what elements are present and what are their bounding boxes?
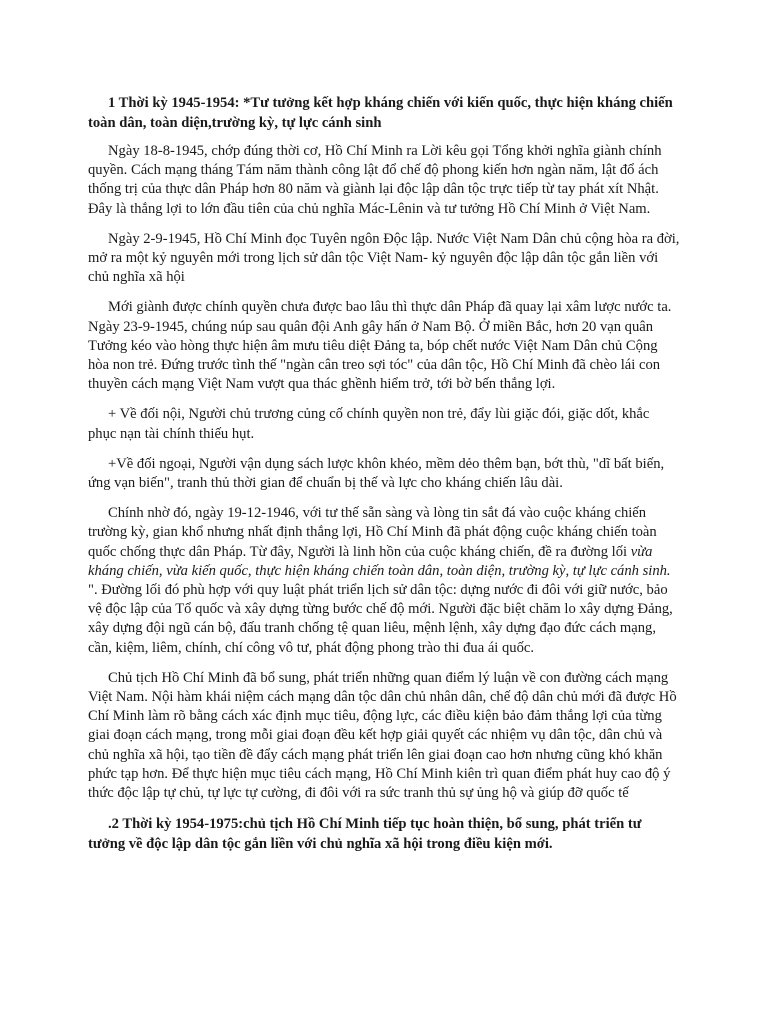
paragraph-domestic-policy: + Về đối nội, Người chủ trương củng cố chính quyền non trẻ, đẩy lùi giặc đói, giặc dốt, khắc phục nạn tài chính thiếu hụt.: [88, 406, 650, 442]
paragraph-theory-development: Chủ tịch Hồ Chí Minh đã bổ sung, phát triển những quan điểm lý luận về con đường cách mạng Việt Nam. Nội hàm khái niệm cách mạng dân tộc dân chủ nhân dân, chế độ dân chủ mới đã được Hồ Chí Minh làm rõ bằng cách xác định mục tiêu, động lực, các điều kiện bảo đảm thắng lợi của từng giai đoạn cách mạng, trong mỗi giai đoạn đều kết hợp giải quyết các nhiệm vụ dân tộc, dân chủ và chủ nghĩa xã hội, tạo tiền đề đẩy cách mạng phát triển lên giai đoạn cao hơn nhưng cũng khó khăn phức tạp hơn. Để thực hiện mục tiêu cách mạng, Hồ Chí Minh kiên trì quan điểm phát huy cao độ ý thức độc lập tự chủ, tự lực tự cường, đi đôi với ra sức tranh thủ sự ủng hộ và giúp đỡ quốc tế: [88, 669, 677, 802]
italic-quote: vừa kháng chiến, vừa kiến quốc, thực hiện kháng chiến toàn dân, toàn diện, trường kỳ, tự lực cánh sinh.: [88, 543, 671, 579]
section-heading-1954-1975: .2 Thời kỳ 1954-1975:chủ tịch Hồ Chí Minh tiếp tục hoàn thiện, bổ sung, phát triển tư tưởng về độc lập dân tộc gắn liền với chủ nghĩa xã hội trong điều kiện mới.: [88, 816, 642, 852]
paragraph-19-12-1946: [88, 504, 680, 658]
paragraph-text: Chính nhờ đó, ngày 19-12-1946, với tư thế sẵn sàng và lòng tin sắt đá vào cuộc kháng chiến trường kỳ, gian khổ nhưng nhất định thắng lợi, Hồ Chí Minh đã phát động cuộc kháng chiến toàn quốc chống thực dân Pháp. Từ đây, Người là linh hồn của cuộc kháng chiến, đề ra đường lối: [88, 505, 657, 560]
paragraph-18-8-1945: Ngày 18-8-1945, chớp đúng thời cơ, Hồ Chí Minh ra Lời kêu gọi Tổng khởi nghĩa giành chính quyền. Cách mạng tháng Tám năm thành công lật đổ chế độ phong kiến hơn ngàn năm, lật đổ ách thống trị của thực dân Pháp hơn 80 năm và giành lại độc lập dân tộc trực tiếp từ tay phát xít Nhật. Đây là thắng lợi to lớn đầu tiên của chủ nghĩa Mác-Lênin và tư tưởng Hồ Chí Minh ở Việt Nam.: [88, 143, 662, 217]
paragraph-text: ". Đường lối đó phù hợp với quy luật phát triển lịch sử dân tộc: dựng nước đi đôi với giữ nước, bảo vệ độc lập của Tổ quốc và xây dựng từng bước chế độ mới. Người đặc biệt chăm lo xây dựng Đảng, xây dựng đội ngũ cán bộ, đấu tranh chống tệ quan liêu, mệnh lệnh, xây dựng đạo đức cách mạng, cần, kiệm, liêm, chính, chí công vô tư, phát động phong trào thi đua ái quốc.: [88, 582, 673, 656]
document-page: [88, 94, 680, 854]
paragraph-2-9-1945: Ngày 2-9-1945, Hồ Chí Minh đọc Tuyên ngôn Độc lập. Nước Việt Nam Dân chủ cộng hòa ra đời, mở ra một kỷ nguyên mới trong lịch sử dân tộc Việt Nam- kỷ nguyên độc lập dân tộc gắn liền với chủ nghĩa xã hội: [88, 230, 680, 286]
section-heading-1945-1954: 1 Thời kỳ 1945-1954: *Tư tưởng kết hợp kháng chiến với kiến quốc, thực hiện kháng chiến toàn dân, toàn diện,trường kỳ, tự lực cánh sinh: [88, 95, 673, 131]
paragraph-foreign-policy: +Về đối ngoại, Người vận dụng sách lược khôn khéo, mềm dẻo thêm bạn, bớt thù, "dĩ bất biến, ứng vạn biến", tranh thủ thời gian để chuẩn bị thế và lực cho kháng chiến lâu dài.: [88, 455, 665, 492]
paragraph-french-return: Mới giành được chính quyền chưa được bao lâu thì thực dân Pháp đã quay lại xâm lược nước ta. Ngày 23-9-1945, chúng núp sau quân đội Anh gây hấn ở Nam Bộ. Ở miền Bắc, hơn 20 vạn quân Tưởng kéo vào hòng thực hiện âm mưu tiêu diệt Đảng ta, bóp chết nước Việt Nam Dân chủ Cộng hòa non trẻ. Đứng trước tình thế "ngàn cân treo sợi tóc" của dân tộc, Hồ Chí Minh đã chèo lái con thuyền cách mạng Việt Nam vượt qua thác ghềnh hiểm trở, tới bờ bến thắng lợi.: [88, 299, 672, 393]
